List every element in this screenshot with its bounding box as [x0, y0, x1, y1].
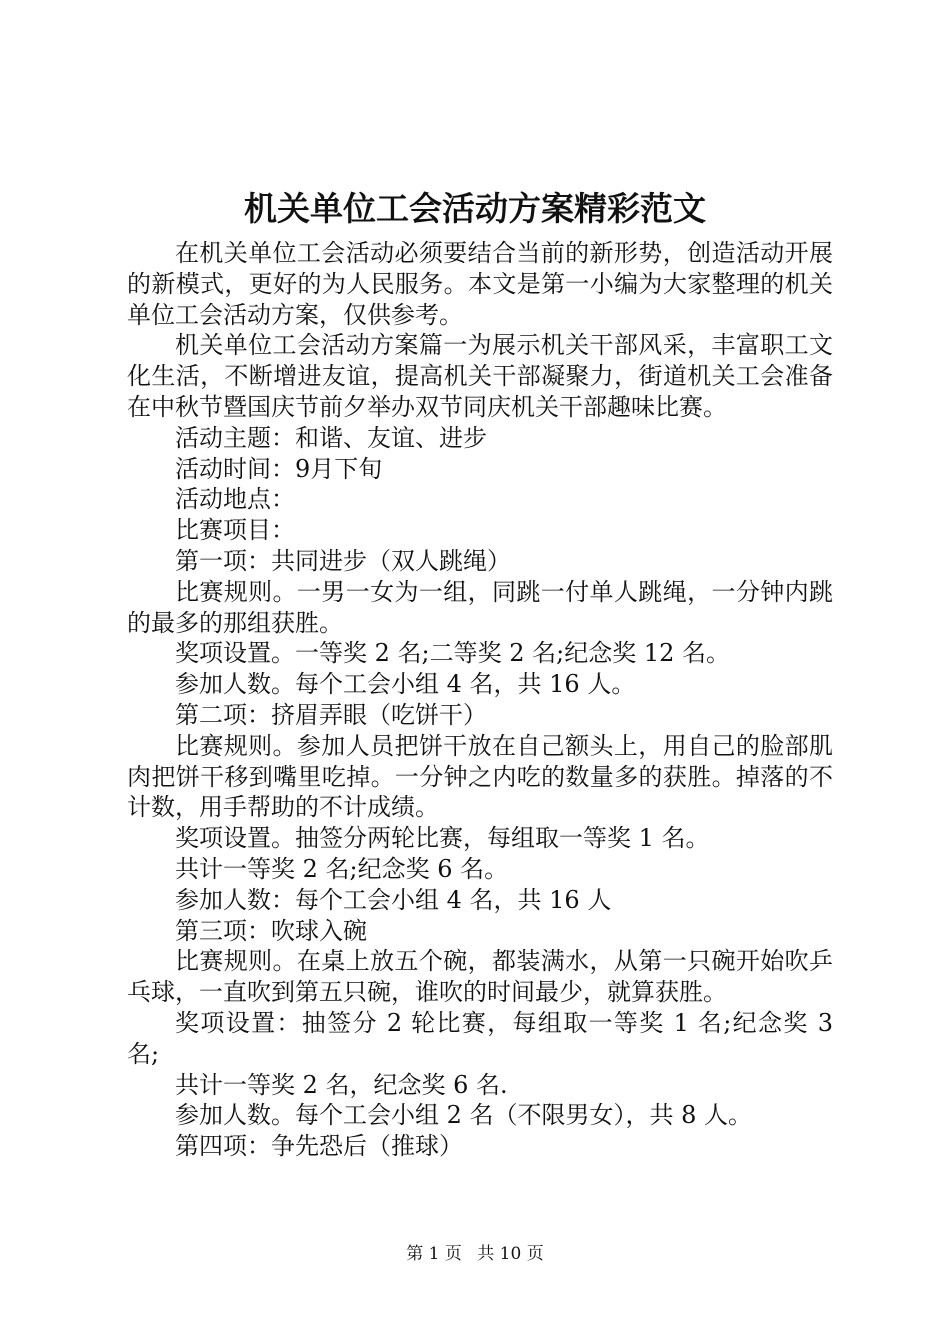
paragraph: 在机关单位工会活动必须要结合当前的新形势，创造活动开展的新模式，更好的为人民服务。本文是第一小编为大家整理的机关单位工会活动方案，仅供参考。 [127, 239, 833, 329]
paragraph: 机关单位工会活动方案篇一为展示机关干部风采，丰富职工文化生活，不断增进友谊，提高机关干部凝聚力，街道机关工会准备在中秋节暨国庆节前夕举办双节同庆机关干部趣味比赛。 [127, 331, 833, 421]
paragraph: 比赛规则。参加人员把饼干放在自己额头上，用自己的脸部肌肉把饼干移到嘴里吃掉。一分钟之内吃的数量多的获胜。掉落的不计数，用手帮助的不计成绩。 [127, 731, 833, 822]
paragraph: 参加人数：每个工会小组 4 名，共 16 人 [175, 885, 612, 914]
page-footer [0, 1244, 950, 1264]
paragraph: 第二项：挤眉弄眼（吃饼干） [175, 700, 487, 729]
document-body [127, 238, 833, 1162]
paragraph: 活动主题：和谐、友谊、进步 [175, 423, 487, 452]
paragraph: 共计一等奖 2 名;纪念奖 6 名。 [175, 854, 509, 883]
page-number: 第 1 页 [406, 1244, 462, 1264]
paragraph: 参加人数。每个工会小组 4 名，共 16 人。 [175, 670, 636, 699]
paragraph: 奖项设置：抽签分 2 轮比赛，每组取一等奖 1 名;纪念奖 3 名; [127, 1008, 833, 1068]
paragraph: 活动地点： [175, 485, 295, 514]
paragraph: 比赛项目： [175, 516, 295, 545]
document-title: 机关单位工会活动方案精彩范文 [244, 189, 706, 228]
paragraph: 第四项：争先恐后（推球） [175, 1132, 463, 1161]
paragraph: 活动时间：9月下旬 [175, 454, 383, 483]
paragraph: 奖项设置。抽签分两轮比赛，每组取一等奖 1 名。 [175, 824, 710, 853]
paragraph: 比赛规则。一男一女为一组，同跳一付单人跳绳，一分钟内跳的最多的那组获胜。 [127, 577, 833, 637]
paragraph: 比赛规则。在桌上放五个碗，都装满水，从第一只碗开始吹乒乓球，一直吹到第五只碗，谁吹的时间最少，就算获胜。 [127, 947, 833, 1007]
paragraph: 共计一等奖 2 名，纪念奖 6 名. [175, 1070, 508, 1099]
paragraph: 第一项：共同进步（双人跳绳） [175, 546, 511, 575]
page-total: 共 10 页 [477, 1244, 544, 1264]
paragraph: 参加人数。每个工会小组 2 名（不限男女），共 8 人。 [175, 1101, 753, 1130]
paragraph: 奖项设置。一等奖 2 名;二等奖 2 名;纪念奖 12 名。 [175, 639, 731, 668]
paragraph: 第三项：吹球入碗 [175, 916, 367, 945]
